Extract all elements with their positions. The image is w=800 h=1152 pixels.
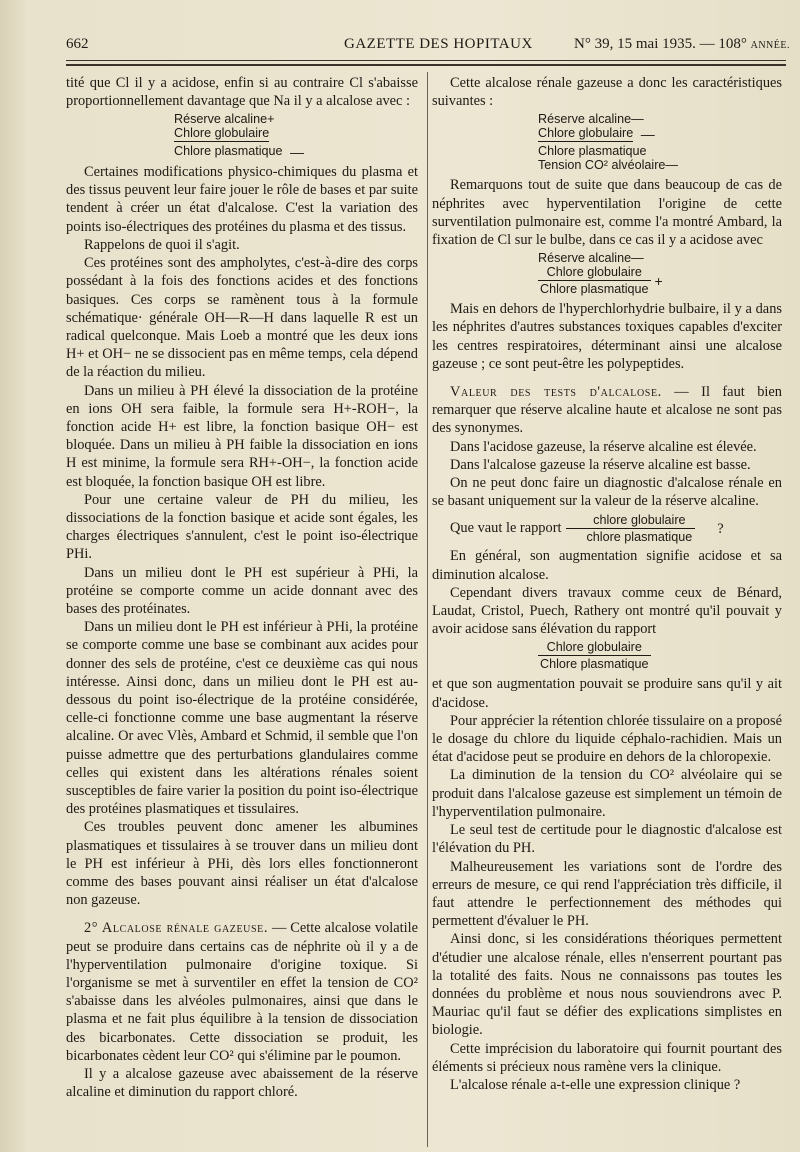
paragraph-with-ratio: Que vaut le rapport $\frac{\text{chlore globulaire}}{\text{chlore plasmatique}}$ ? <box>450 513 724 545</box>
paragraph: Certaines modifications physico-chimiques du plasma et des tissus peuvent leur faire jouer le rôle de bases et par suite tendent à créer un état d'alcalose. C'est la variation des points iso-électriques des protéines du plasma et des tissus. <box>66 164 418 235</box>
paragraph: Ces troubles peuvent donc amener les albumines plasmatiques et tissulaires à se trouver dans un milieu dont le PH est inférieur à PHi, dès lors elles fonctionneront comme des bases pouvant ainsi réaliser un état d'alcalose non gazeuse. <box>66 819 418 909</box>
issue-line: N° 39, 15 mai 1935. — 108° ANNÉE. <box>574 36 790 52</box>
section-paragraph: 2° Alcalose rénale gazeuse. — Cette alcalose volatile peut se produire dans certains cas de néphrite où il y a de l'hyperventilation pulmonaire d'origine toxique. Si l'organisme se met à surventiler en effet la tension de CO² s'abaisse dans les alvéoles pulmonaires, ainsi que dans le plasma et ne fait plus équilibre à la tension de dissociation des bicarbonates. Cette dissociation se produit, les bicarbonates cèdent leur CO² qui s'élimine par le poumon. <box>66 920 418 1064</box>
paragraph: La diminution de la tension du CO² alvéolaire qui se produit dans l'alcalose gazeuse est simplement un témoin de l'hyperventilation pulmonaire. <box>432 767 782 820</box>
formula-rapport: $\frac{\text{Chlore globulaire}}{\text{Chlore plasmatique}}$ <box>540 640 649 672</box>
section-paragraph: Valeur des tests d'alcalose. — Il faut bien remarquer que réserve alcaline haute et alcalose ne sont pas des synonymes. <box>432 384 782 437</box>
right-column <box>432 74 782 1094</box>
formula-acidose: Réserve alcaline— $\frac{\text{Chlore globulaire}}{\text{Chlore plasmatique}}$ + <box>538 251 663 297</box>
header-rule-thick <box>66 64 786 66</box>
paragraph: On ne peut donc faire un diagnostic d'alcalose rénale en se basant uniquement sur la valeur de la réserve alcaline. <box>432 475 782 510</box>
header-rule <box>66 60 786 61</box>
paragraph: Ces protéines sont des ampholytes, c'est-à-dire des corps possédant à la fois des fonctions acides et des fonctions basiques. Ces corps se ramènent tous à la formule schématique· générale OH—R—H dans laquelle R est un radical quelconque. Mais Loeb a montré que les deux ions H+ et OH− ne se dissocient pas en même temps, cela dépend de la réaction du milieu. <box>66 255 418 381</box>
paragraph: Dans un milieu dont le PH est supérieur à PHi, la protéine se comporte comme un acide donnant avec des bases des protéinates. <box>66 564 418 617</box>
paragraph: Cette alcalose rénale gazeuse a donc les caractéristiques suivantes : <box>432 75 782 110</box>
formula-alcalose-gazeuse: Réserve alcaline— Chlore globulaire — Chlore plasmatique Tension CO² alvéolaire— <box>538 112 678 173</box>
formula-alcalose: Réserve alcaline+ Chlore globulaire Chlore plasmatique — <box>174 112 305 161</box>
paragraph: et que son augmentation pouvait se produire sans qu'il y ait d'acidose. <box>432 676 782 711</box>
paragraph: L'alcalose rénale a-t-elle une expression clinique ? <box>450 1076 741 1093</box>
paragraph: Dans un milieu à PH élevé la dissociation de la protéine en ions OH sera faible, la formule sera H+-ROH−, la fonction acide H+ est libre, la fonction basique OH− est bloquée. Dans un milieu à PH faible la dissociation en ions H est minime, la formule sera RH+-OH−, la fonction acide est bloquée, la fonction basique OH est libre. <box>66 382 418 490</box>
section-heading: Valeur des tests d'alcalose. <box>450 384 662 401</box>
paragraph: Le seul test de certitude pour le diagnostic d'alcalose est l'élévation du PH. <box>432 822 782 857</box>
paragraph: Malheureusement les variations sont de l'ordre des erreurs de mesure, ce qui rend l'appréciation très difficile, il faut attendre le perfectionnement des méthodes qui permettent d'évaluer le PH. <box>432 858 782 930</box>
paragraph: En général, son augmentation signifie acidose et sa diminution alcalose. <box>432 548 782 583</box>
left-column <box>66 74 418 1101</box>
page-number: 662 <box>66 36 89 52</box>
paragraph: Dans l'alcalose gazeuse la réserve alcaline est basse. <box>450 456 751 473</box>
paragraph: Mais en dehors de l'hyperchlorhydrie bulbaire, il y a dans les néphrites d'autres substances toxiques capables d'exciter les centres respiratoires, déterminant ainsi une alcalose gazeuse ; ce sont peut-être les polypeptides. <box>432 301 782 372</box>
paragraph: Pour une certaine valeur de PH du milieu, les dissociations de la fonction basique et acide sont égales, les charges électriques s'annulent, c'est le point iso-électrique PHi. <box>66 491 418 563</box>
paragraph: Dans l'acidose gazeuse, la réserve alcaline est élevée. <box>450 438 757 455</box>
paragraph: tité que Cl il y a acidose, enfin si au contraire Cl s'abaisse proportionnellement davantage que Na il y a alcalose avec : <box>66 75 418 110</box>
paragraph: Ainsi donc, si les considérations théoriques permettent d'étudier une alcalose rénale, elles n'enserrent pourtant pas la totalité des faits. Nous ne connaissons pas toutes les données du problème et nous nous souviendrons avec P. Mauriac qu'il faut se défier des explications simplistes en biologie. <box>432 931 782 1039</box>
paragraph: Cependant divers travaux comme ceux de Bénard, Laudat, Cristol, Puech, Rathery ont montré qu'il pouvait y avoir acidose sans élévation du rapport <box>432 584 782 638</box>
ratio-fraction: $\frac{\text{chlore globulaire}}{\text{chlore plasmatique}}$ <box>566 513 696 544</box>
column-divider <box>427 72 428 1147</box>
paragraph: Cette imprécision du laboratoire qui fournit pourtant des éléments si précieux nous ramène vers la clinique. <box>432 1040 782 1075</box>
paragraph: Remarquons tout de suite que dans beaucoup de cas de néphrites avec hyperventilation l'origine de cette surventilation pulmonaire est, comme l'a montré Ambard, la fixation de Cl sur le bulbe, dans ce cas il y a acidose avec <box>432 177 782 249</box>
journal-title: GAZETTE DES HOPITAUX <box>344 36 533 52</box>
section-heading: 2° Alcalose rénale gazeuse. <box>84 920 269 937</box>
paragraph: Rappelons de quoi il s'agit. <box>84 236 240 253</box>
paragraph: Il y a alcalose gazeuse avec abaissement de la réserve alcaline et diminution du rapport chloré. <box>66 1066 418 1101</box>
paragraph: Pour apprécier la rétention chlorée tissulaire on a proposé le dosage du chlore du liquide céphalo-rachidien. Mais un état d'acidose peut se produire en dehors de la chloropexie. <box>432 712 782 766</box>
running-header <box>66 36 790 58</box>
paragraph: Dans un milieu dont le PH est inférieur à PHi, la protéine se comporte comme une base se combinant aux acides pour donner des sels de protéine, c'est ce deuxième cas qui nous intéresse. Ainsi donc, dans un milieu dont le PH est au-dessous du point iso-électrique de la protéine considérée, celle-ci fonctionne comme une base augmentant la réserve alcaline. Or avec Vlès, Ambard et Schmid, il semble que l'on puisse admettre que des perturbations glandulaires comme celles qui existent dans les altérations rénales soient susceptibles de faire varier la position du point iso-électrique des protéines plasmatiques et tissulaires. <box>66 619 418 818</box>
